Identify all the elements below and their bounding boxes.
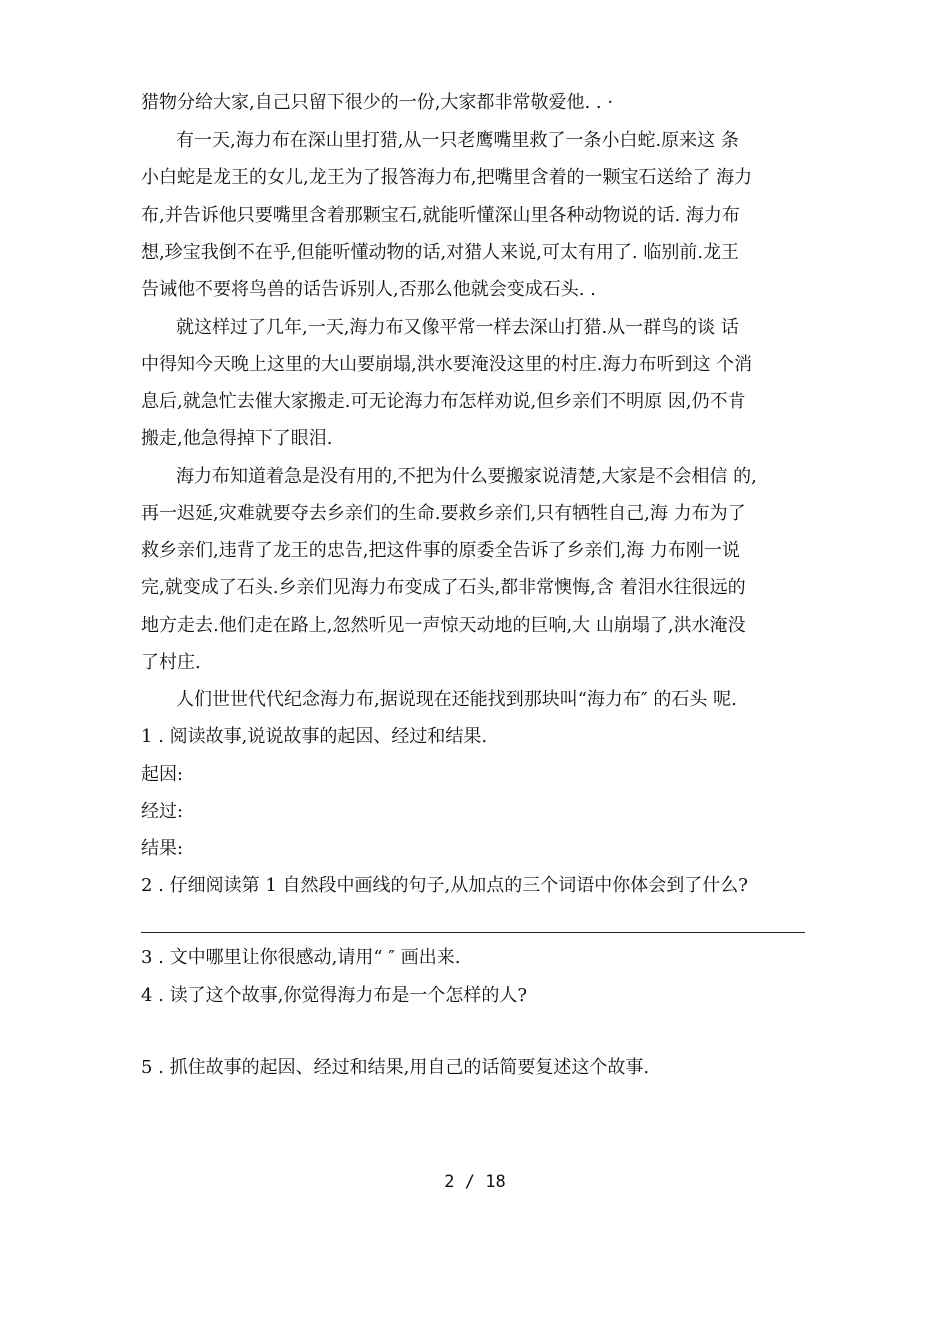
paragraph-line: 了村庄. [141,652,201,673]
result-label: 结果: [141,838,184,859]
page-number: 2 / 18 [444,1172,506,1192]
question-1: 1 . 阅读故事,说说故事的起因、经过和结果. [141,726,488,747]
question-2: 2 . 仔细阅读第 1 自然段中画线的句子,从加点的三个词语中你体会到了什么? [141,875,748,896]
paragraph-line: 地方走去.他们走在路上,忽然听见一声惊天动地的巨响,大 山崩塌了,洪水淹没 [141,615,746,636]
paragraph-line: 中得知今天晚上这里的大山要崩塌,洪水要淹没这里的村庄.海力布听到这 个消 [141,354,753,375]
question-4: 4 . 读了这个故事,你觉得海力布是一个怎样的人? [141,985,527,1006]
paragraph-line: 再一迟延,灾难就要夺去乡亲们的生命.要救乡亲们,只有牺牲自己,海 力布为了 [141,503,746,524]
question-5: 5 . 抓住故事的起因、经过和结果,用自己的话简要复述这个故事. [141,1057,650,1078]
answer-line [141,932,805,933]
paragraph-line: 想,珍宝我倒不在乎,但能听懂动物的话,对猎人来说,可太有用了. 临别前.龙王 [141,242,740,263]
paragraph-line: 救乡亲们,违背了龙王的忠告,把这件事的原委全告诉了乡亲们,海 力布刚一说 [141,540,740,561]
paragraph-line: 小白蛇是龙王的女儿,龙王为了报答海力布,把嘴里含着的一颗宝石送给了 海力 [141,167,753,188]
paragraph-line: 搬走,他急得掉下了眼泪. [141,428,333,449]
paragraph-line: 完,就变成了石头.乡亲们见海力布变成了石头,都非常懊悔,含 着泪水往很远的 [141,577,746,598]
paragraph-line: 猎物分给大家,自己只留下很少的一份,大家都非常敬爱他. . · [141,92,614,113]
paragraph-line: 人们世世代代纪念海力布,据说现在还能找到那块叫“海力布″ 的石头 呢. [176,689,737,710]
cause-label: 起因: [141,764,184,785]
paragraph-line: 海力布知道着急是没有用的,不把为什么要搬家说清楚,大家是不会相信 的, [176,466,757,487]
paragraph-line: 告诫他不要将鸟兽的话告诉别人,否那么他就会变成石头. . [141,279,596,300]
paragraph-line: 有一天,海力布在深山里打猎,从一只老鹰嘴里救了一条小白蛇.原来这 条 [176,130,739,151]
paragraph-line: 布,并告诉他只要嘴里含着那颗宝石,就能听懂深山里各种动物说的话. 海力布 [141,205,740,226]
paragraph-line: 息后,就急忙去催大家搬走.可无论海力布怎样劝说,但乡亲们不明原 因,仍不肯 [141,391,746,412]
paragraph-line: 就这样过了几年,一天,海力布又像平常一样去深山打猎.从一群鸟的谈 话 [176,317,739,338]
question-3: 3 . 文中哪里让你很感动,请用“ ″ 画出来. [141,947,461,968]
process-label: 经过: [141,801,184,822]
